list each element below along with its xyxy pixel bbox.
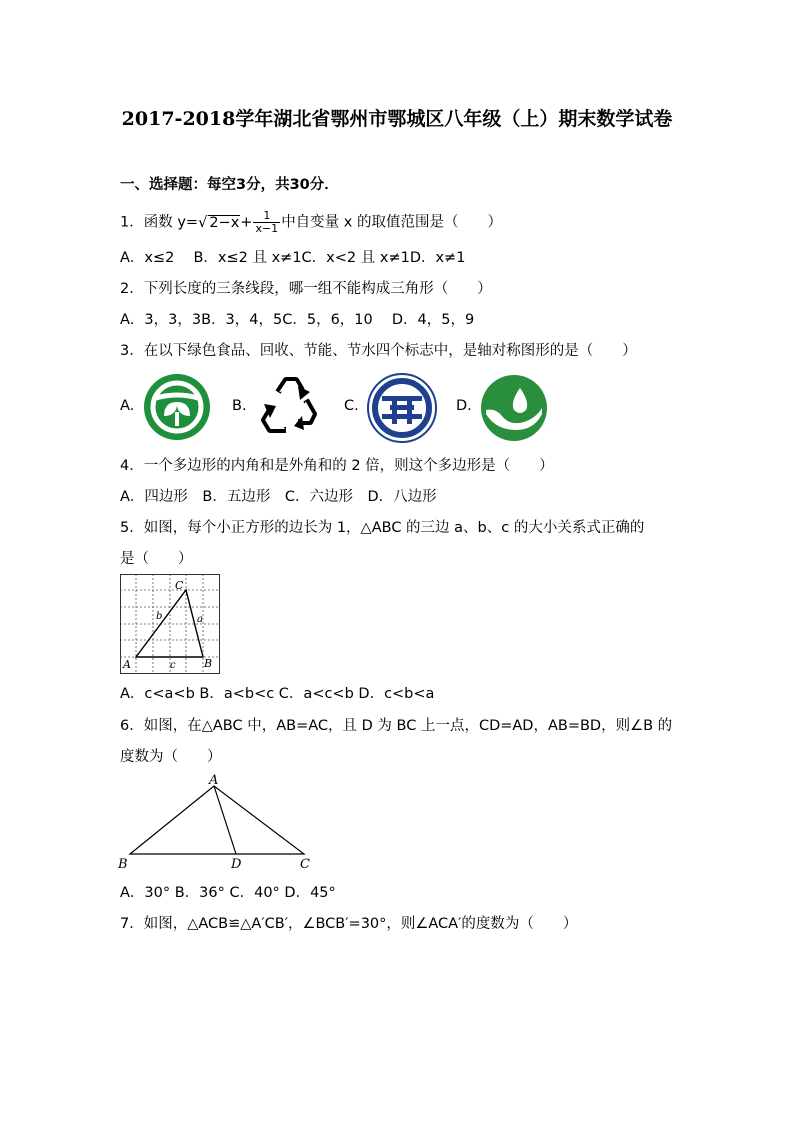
question-1-stem <box>120 210 502 235</box>
vertex-b-label: B <box>118 857 128 872</box>
q3-option-b-label: B. <box>232 398 247 414</box>
question-5-options: A．c<a<b B．a<b<c C．a<c<b D．c<b<a <box>120 686 435 702</box>
vertex-b-label: B <box>204 657 213 670</box>
question-6-options: A．30° B．36° C．40° D．45° <box>120 885 336 901</box>
triangle-abd-figure <box>118 774 318 872</box>
q1-prefix: 1．函数 y= <box>120 214 199 231</box>
water-saving-logo-icon <box>480 374 548 442</box>
question-4-options: A．四边形 B．五边形 C．六边形 D．八边形 <box>120 489 437 505</box>
question-7-stem: 7．如图，△ACB≌△A′CB′，∠BCB′=30°，则∠ACA′的度数为（ ） <box>120 916 578 932</box>
question-2-options: A．3，3，3B．3，4，5C．5，6，10 D．4，5，9 <box>120 312 475 328</box>
question-3-stem: 3．在以下绿色食品、回收、节能、节水四个标志中，是轴对称图形的是（ ） <box>120 343 637 359</box>
question-2-stem: 2．下列长度的三条线段，哪一组不能构成三角形（ ） <box>120 281 492 297</box>
side-a-label: a <box>197 614 203 625</box>
grid-triangle-figure <box>120 574 222 676</box>
question-5-stem-line-1: 5．如图，每个小正方形的边长为 1，△ABC 的三边 a、b、c 的大小关系式正确的 <box>120 520 645 536</box>
vertex-c-label: C <box>300 857 310 872</box>
q1-suffix: 中自变量 x 的取值范围是（ ） <box>281 214 502 231</box>
vertex-c-label: C <box>175 579 184 592</box>
q3-option-a-label: A. <box>120 398 135 414</box>
vertex-d-label: D <box>231 857 242 872</box>
q3-option-c-label: C. <box>344 398 359 414</box>
exam-title: 2017-2018学年湖北省鄂州市鄂城区八年级（上）期末数学试卷 <box>121 108 673 130</box>
question-4-stem: 4．一个多边形的内角和是外角和的 2 倍，则这个多边形是（ ） <box>120 458 554 474</box>
section-heading: 一、选择题：每空3分，共30分． <box>120 177 339 193</box>
sqrt-expression: √ 2−x <box>198 214 240 231</box>
plus-sign: + <box>240 214 253 231</box>
question-5-stem-line-2: 是（ ） <box>120 551 193 567</box>
green-food-logo-icon <box>142 372 212 442</box>
vertex-a-label: A <box>123 658 131 671</box>
question-6-stem-line-1: 6．如图，在△ABC 中，AB=AC，且 D 为 BC 上一点，CD=AD，AB=BD，则∠B 的 <box>120 718 673 734</box>
side-b-label: b <box>156 611 163 622</box>
question-1-options: A．x≤2 B．x≤2 且 x≠1C．x<2 且 x≠1D．x≠1 <box>120 250 466 266</box>
vertex-a-label: A <box>209 774 219 788</box>
fraction: $\frac{1}{x-1}$ <box>255 209 279 235</box>
energy-saving-logo-icon <box>366 372 438 444</box>
q3-option-d-label: D. <box>456 398 472 414</box>
question-6-stem-line-2: 度数为（ ） <box>120 749 222 765</box>
recycle-icon <box>256 374 322 440</box>
side-c-label: c <box>170 660 176 671</box>
